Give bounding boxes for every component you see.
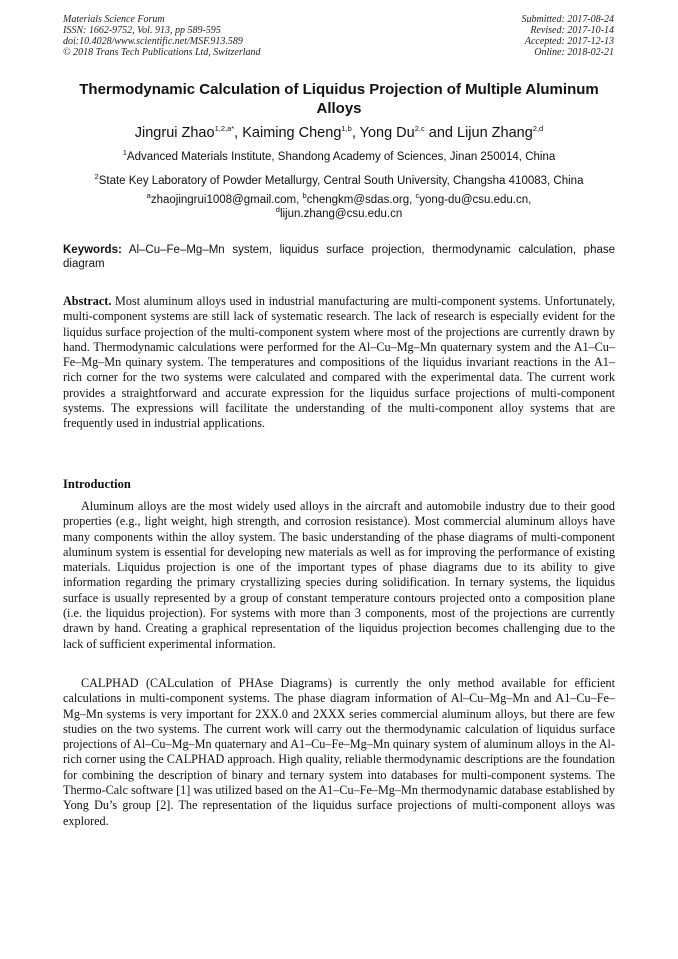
author-sup: 2,c [414, 124, 425, 134]
email-sup: d [275, 205, 280, 215]
paper-title: Thermodynamic Calculation of Liquidus Projection of Multiple Aluminum Alloys [79, 81, 599, 117]
publication-dates [522, 14, 615, 58]
revised-date: Revised: 2017-10-14 [530, 25, 614, 36]
author-emails [62, 193, 616, 221]
abstract-section [63, 294, 615, 432]
email-link: zhaojingrui1008@gmail.com, [150, 194, 303, 206]
email-sup: c [415, 191, 420, 201]
doi-line: doi:10.4028/www.scientific.net/MSF.913.589 [63, 36, 243, 47]
author-list [62, 124, 616, 142]
affiliation-text: Advanced Materials Institute, Shandong Academy of Sciences, Jinan 250014, China [126, 151, 556, 163]
affiliation-text: State Key Laboratory of Powder Metallurgy, Central South University, Changsha 410083, China [98, 175, 584, 187]
email-line-1 [62, 193, 616, 207]
copyright-line: © 2018 Trans Tech Publications Ltd, Switzerland [63, 47, 261, 58]
author-sep: and [424, 125, 457, 141]
introduction-paragraph-2: CALPHAD (CALculation of PHAse Diagrams) is currently the only method available for efficient calculations in multi-component systems. The phase diagram information of Al–Cu–Mg–Mn and A1–Cu–Fe–Mg–Mn systems is very important for 2XX.0 and 2XXX series commercial aluminum alloys, but there are few studies on the two systems. The current work will carry out the thermodynamic calculation of liquidus surface projections of Al–Cu–Mg–Mn quaternary and A1–Cu–Fe–Mg–Mn quinary system of aluminum alloys in the Al-rich corner using the CALPHAD approach. High quality, reliable thermodynamic descriptions are the foundation for combining the description of binary and ternary system into databases for multi-component systems. The Thermo-Calc software [1] was utilized based on the A1–Cu–Fe–Mg–Mn thermodynamic database established by Yong Du’s group [2]. The representation of the liquidus surface projections of multi-component alloys was explored. [63, 676, 615, 828]
keywords-text: Al–Cu–Fe–Mg–Mn system, liquidus surface projection, thermodynamic calculation, phase diagram [63, 244, 616, 270]
journal-info [63, 14, 261, 58]
online-date: Online: 2018-02-21 [534, 47, 614, 58]
affiliation-1 [62, 150, 616, 164]
author-sep: , [234, 125, 243, 141]
introduction-paragraph-1: Aluminum alloys are the most widely used alloys in the aircraft and automobile industry due to their good properties (e.g., light weight, high strength, and corrosion resistance). Most commercial aluminum alloys have many components within the alloy system. The basic understanding of the phase diagrams of multi-component aluminum system is essential for developing new materials as well as for improving the performance of existing materials. Liquidus projection is one of the important types of phase diagrams due to its ability to give information regarding the primary crystallizing species during solidification. In ternary systems, the liquidus surface is usually represented by a group of constant temperature contours projected onto a composition plane (i.e. the liquidus projection). For systems with more than 3 components, most of the projections are currently drawn by hand. Creating a graphical representation of the liquidus projection becomes challenging due to the lack of sufficient experimental information. [63, 499, 615, 651]
email-sup: a [146, 191, 151, 201]
author-name: Yong Du [359, 125, 415, 141]
author-sup: 1,2,a* [214, 124, 235, 134]
submitted-date: Submitted: 2017-08-24 [521, 14, 614, 25]
author-sup: 2,d [532, 124, 544, 134]
keywords-label: Keywords: [63, 244, 122, 256]
issn-line: ISSN: 1662-9752, Vol. 913, pp 589-595 [63, 25, 221, 36]
abstract-label: Abstract. [63, 294, 112, 308]
keywords-section [63, 243, 615, 271]
journal-name: Materials Science Forum [63, 14, 165, 25]
affiliation-sup: 2 [94, 172, 99, 182]
author-name: Jingrui Zhao [134, 125, 215, 141]
author-sup: 1,b [341, 124, 352, 134]
email-line-2 [62, 207, 616, 221]
affiliation-sup: 1 [122, 148, 127, 158]
author-name: Lijun Zhang [457, 125, 533, 141]
author-name: Kaiming Cheng [242, 125, 342, 141]
author-sep: , [351, 125, 360, 141]
accepted-date: Accepted: 2017-12-13 [524, 36, 614, 47]
affiliation-2 [62, 174, 616, 188]
introduction-heading: Introduction [63, 477, 131, 491]
email-link: chengkm@sdas.org, [306, 194, 416, 206]
abstract-text: Most aluminum alloys used in industrial manufacturing are multi-component systems. Unfortunately, multi-component systems are still lack of systematic research. The lack of research is especially evident for the liquidus surface projection of the multi-component system where most of the projections are currently drawn by hand. Thermodynamic calculations were performed for the Al–Cu–Mg–Mn quaternary system and the A1–Cu–Fe–Mg–Mn quinary system. The temperatures and compositions of the liquidus invariant reactions in the A1–rich corner for the two systems were calculated and compared with the experimental data. The current work provides a straightforward and accurate expression for the liquidus surface projections of multi-component systems. The expressions will facilitate the understanding of the multi-component alloy systems that are frequently used in industrial applications. [63, 294, 615, 431]
email-link: lijun.zhang@csu.edu.cn [279, 208, 403, 220]
email-link: yong-du@csu.edu.cn, [419, 194, 532, 206]
email-sup: b [302, 191, 307, 201]
